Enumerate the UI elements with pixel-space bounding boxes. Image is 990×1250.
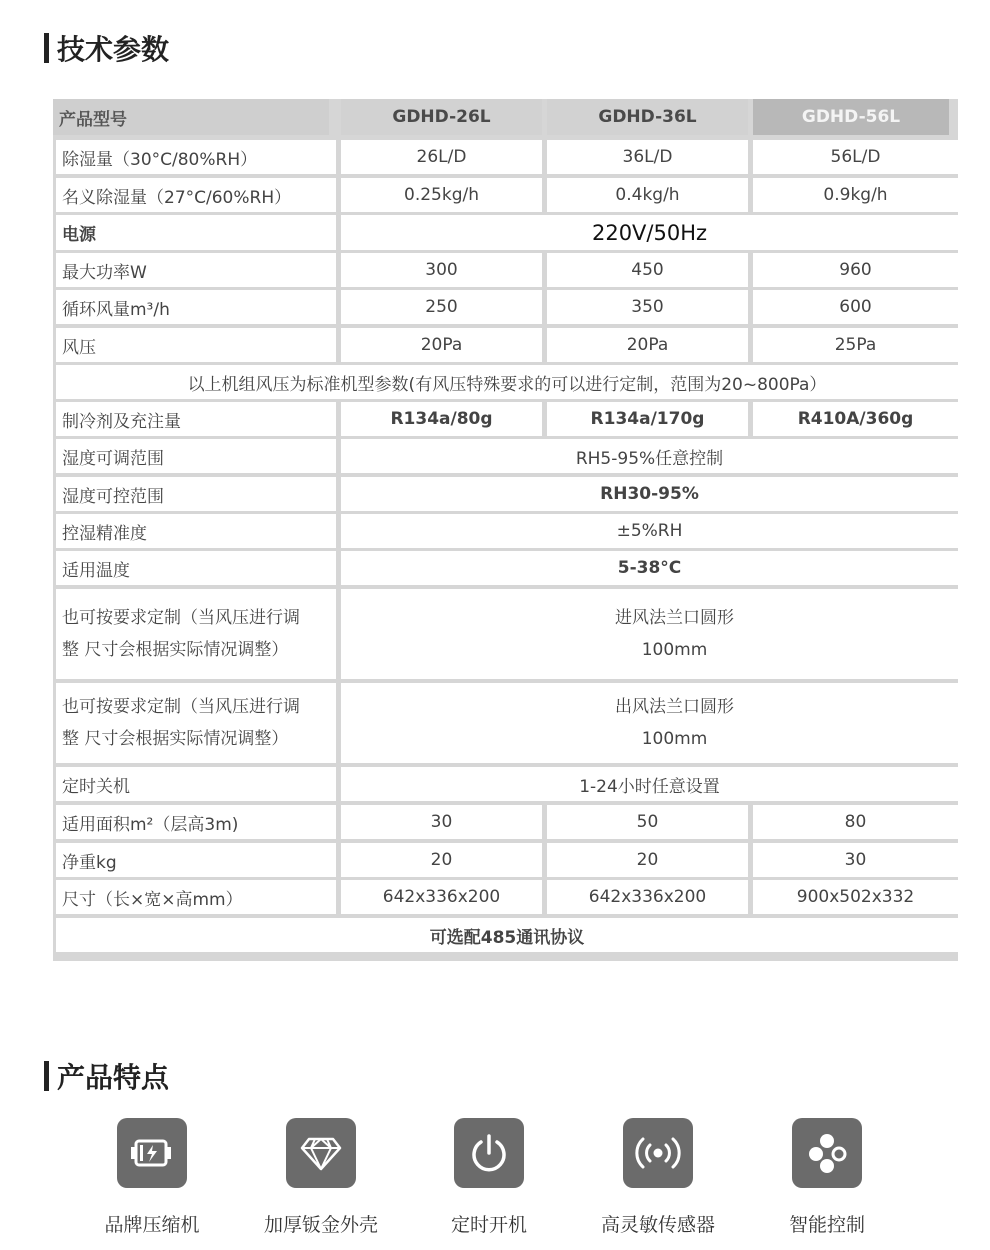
row-value: R410A/360g bbox=[753, 402, 958, 436]
row-value-wide: 1-24小时任意设置 bbox=[341, 767, 958, 801]
spec-title-text: 技术参数 bbox=[57, 33, 170, 66]
row-value: 600 bbox=[753, 290, 958, 324]
row-label-airflow: 循环风量m³/h bbox=[56, 290, 336, 324]
title-accent-bar bbox=[44, 1061, 49, 1091]
row-value-outlet bbox=[341, 683, 958, 763]
compressor-icon bbox=[117, 1118, 187, 1188]
feature-label: 高灵敏传感器 bbox=[600, 1214, 715, 1236]
power-icon bbox=[454, 1118, 524, 1188]
header-label-cell: 产品型号 bbox=[53, 99, 329, 135]
features-title-text: 产品特点 bbox=[57, 1061, 170, 1094]
diamond-icon bbox=[286, 1118, 356, 1188]
row-label-dimensions: 尺寸（长×宽×高mm） bbox=[56, 880, 336, 914]
row-label-accuracy: 控湿精准度 bbox=[56, 514, 336, 548]
inlet-value-line2: 100mm bbox=[641, 640, 708, 660]
row-value-inlet bbox=[341, 589, 958, 679]
row-value-wide: 5-38°C bbox=[341, 551, 958, 585]
row-value: 26L/D bbox=[341, 140, 542, 174]
row-value-wide: ±5%RH bbox=[341, 514, 958, 548]
feature-item bbox=[578, 1118, 738, 1237]
row-value: R134a/170g bbox=[547, 402, 748, 436]
feature-label: 定时开机 bbox=[450, 1214, 527, 1236]
row-label-dehumid-30: 除湿量（30°C/80%RH） bbox=[56, 140, 336, 174]
pressure-note: 以上机组风压为标准机型参数(有风压特殊要求的可以进行定制，范围为20~800Pa） bbox=[56, 365, 958, 399]
outlet-label-line2: 整 尺寸会根据实际情况调整） bbox=[62, 729, 289, 749]
row-value: 960 bbox=[753, 253, 958, 287]
spec-section-title bbox=[44, 28, 169, 68]
row-value: 20Pa bbox=[547, 328, 748, 362]
feature-label: 智能控制 bbox=[788, 1214, 865, 1236]
row-value: 300 bbox=[341, 253, 542, 287]
sensor-icon bbox=[623, 1118, 693, 1188]
protocol-note: 可选配485通讯协议 bbox=[56, 918, 958, 952]
row-label-dehumid-27: 名义除湿量（27°C/60%RH） bbox=[56, 178, 336, 212]
row-value-wide: RH30-95% bbox=[341, 477, 958, 511]
row-label-inlet bbox=[56, 589, 336, 679]
header-model-2: GDHD-36L bbox=[547, 99, 748, 135]
row-value: 642x336x200 bbox=[547, 880, 748, 914]
row-value: 450 bbox=[547, 253, 748, 287]
feature-item bbox=[72, 1118, 232, 1237]
header-model-1: GDHD-26L bbox=[341, 99, 542, 135]
row-value: 350 bbox=[547, 290, 748, 324]
row-value: 20 bbox=[547, 843, 748, 877]
outlet-label-line1: 也可按要求定制（当风压进行调 bbox=[62, 697, 300, 717]
inlet-label-line2: 整 尺寸会根据实际情况调整） bbox=[62, 640, 289, 660]
title-accent-bar bbox=[44, 33, 49, 63]
row-value: 30 bbox=[753, 843, 958, 877]
row-label-timer: 定时关机 bbox=[56, 767, 336, 801]
spec-table bbox=[53, 99, 958, 961]
feature-label: 品牌压缩机 bbox=[104, 1214, 200, 1236]
row-value: 30 bbox=[341, 805, 542, 839]
row-value: 50 bbox=[547, 805, 748, 839]
inlet-label-line1: 也可按要求定制（当风压进行调 bbox=[62, 608, 300, 628]
row-label-humidity-adjust: 湿度可调范围 bbox=[56, 439, 336, 473]
row-value: 25Pa bbox=[753, 328, 958, 362]
row-label-weight: 净重kg bbox=[56, 843, 336, 877]
feature-label: 加厚钣金外壳 bbox=[263, 1214, 378, 1236]
header-model-3: GDHD-56L bbox=[753, 99, 949, 135]
row-value: 250 bbox=[341, 290, 542, 324]
features-section-title bbox=[44, 1056, 169, 1096]
row-value: R134a/80g bbox=[341, 402, 542, 436]
row-label-refrigerant: 制冷剂及充注量 bbox=[56, 402, 336, 436]
row-value: 900x502x332 bbox=[753, 880, 958, 914]
row-label-humidity-control: 湿度可控范围 bbox=[56, 477, 336, 511]
row-value-wide: RH5-95%任意控制 bbox=[341, 439, 958, 473]
row-value: 642x336x200 bbox=[341, 880, 542, 914]
row-label-max-power: 最大功率W bbox=[56, 253, 336, 287]
row-value: 0.9kg/h bbox=[753, 178, 958, 212]
outlet-value-line1: 出风法兰口圆形 bbox=[615, 697, 734, 717]
row-value: 80 bbox=[753, 805, 958, 839]
row-label-temperature: 适用温度 bbox=[56, 551, 336, 585]
row-value: 0.4kg/h bbox=[547, 178, 748, 212]
inlet-value-line1: 进风法兰口圆形 bbox=[615, 608, 734, 628]
feature-item bbox=[241, 1118, 401, 1237]
smart-control-icon bbox=[792, 1118, 862, 1188]
row-value: 20Pa bbox=[341, 328, 542, 362]
row-label-power-supply: 电源 bbox=[56, 215, 336, 250]
row-label-pressure: 风压 bbox=[56, 328, 336, 362]
row-value: 0.25kg/h bbox=[341, 178, 542, 212]
feature-item bbox=[747, 1118, 907, 1237]
outlet-value-line2: 100mm bbox=[641, 729, 708, 749]
features-row bbox=[0, 1118, 990, 1243]
row-label-outlet bbox=[56, 683, 336, 763]
row-value: 20 bbox=[341, 843, 542, 877]
row-value: 36L/D bbox=[547, 140, 748, 174]
feature-item bbox=[409, 1118, 569, 1237]
row-value-wide: 220V/50Hz bbox=[341, 215, 958, 250]
row-label-area: 适用面积m²（层高3m) bbox=[56, 805, 336, 839]
row-value: 56L/D bbox=[753, 140, 958, 174]
